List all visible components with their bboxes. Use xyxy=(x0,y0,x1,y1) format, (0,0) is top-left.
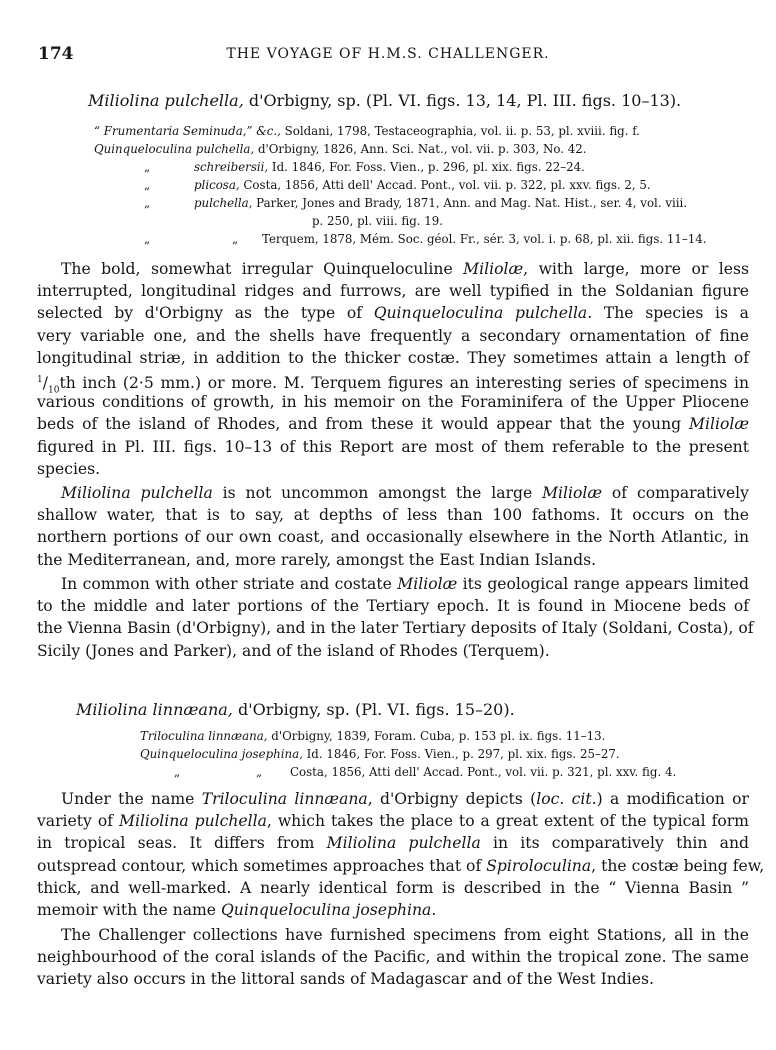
ditto-mark: „ xyxy=(232,232,239,246)
synonym-name: Quinqueloculina pulchella, xyxy=(94,142,255,156)
synonym-ref: Soldani, 1798, Testaceographia, vol. ii. p. 53, pl. xviii. fig. f. xyxy=(280,124,640,138)
text-line: Miliolina pulchella is not uncommon amongst the large Miliolæ of comparatively xyxy=(61,484,749,502)
text-line: variety of Miliolina pulchella, which takes the place to a great extent of the typical form xyxy=(37,812,749,831)
synonym-line xyxy=(312,214,443,228)
species-authority: d'Orbigny, sp. (Pl. VI. figs. 13, 14, Pl. III. figs. 10–13). xyxy=(243,91,682,110)
text-line: various conditions of growth, in his memoir on the Foraminifera of the Upper Pliocene xyxy=(37,393,749,412)
synonym-ref: Id. 1846, For. Foss. Vien., p. 296, pl. xix. figs. 22–24. xyxy=(268,160,585,174)
synonym-line xyxy=(144,232,707,246)
text-line: Sicily (Jones and Parker), and of the island of Rhodes (Terquem). xyxy=(37,641,550,660)
synonym-name: plicosa, xyxy=(194,178,240,192)
species-name: Miliolina pulchella, xyxy=(88,91,244,110)
synonym-name: Quinqueloculina josephina, xyxy=(140,747,303,761)
synonym-line xyxy=(144,160,585,174)
species-title-linnaeana xyxy=(76,700,515,719)
ditto-mark: „ xyxy=(144,160,151,174)
synonym-ref: Costa, 1856, Atti dell' Accad. Pont., vol. vii. p. 321, pl. xxv. fig. 4. xyxy=(290,765,677,779)
text-line: selected by d'Orbigny as the type of Quinqueloculina pulchella. The species is a xyxy=(37,304,749,323)
text-line: longitudinal striæ, in addition to the thicker costæ. They sometimes attain a length of xyxy=(37,348,749,367)
running-head: THE VOYAGE OF H.M.S. CHALLENGER. xyxy=(226,46,550,62)
synonym-ref: Parker, Jones and Brady, 1871, Ann. and Mag. Nat. Hist., ser. 4, vol. viii. xyxy=(252,196,688,210)
text-line: thick, and well-marked. A nearly identical form is described in the “ Vienna Basin ” xyxy=(37,878,749,897)
text-line: In common with other striate and costate Miliolæ its geological range appears limited xyxy=(61,575,749,593)
text-line: $^1/_{10}th$ inch (2·5 mm.) or more. M. Terquem figures an interesting series of specimens in xyxy=(37,374,749,396)
synonym-name: pulchella, xyxy=(194,196,253,210)
text-line: neighbourhood of the coral islands of the Pacific, and within the tropical zone. The same xyxy=(37,948,749,967)
synonym-line xyxy=(174,765,676,779)
text-line: beds of the island of Rhodes, and from these it would appear that the young Miliolæ xyxy=(37,415,749,434)
synonym-ref: Id. 1846, For. Foss. Vien., p. 297, pl. xix. figs. 25–27. xyxy=(302,747,620,761)
paragraph-linnaeana-description xyxy=(37,788,765,921)
synonym-ref: p. 250, pl. viii. fig. 19. xyxy=(312,214,444,228)
text-line: memoir with the name Quinqueloculina josephina. xyxy=(37,900,437,919)
ditto-mark: „ xyxy=(144,196,151,210)
synonym-ref: d'Orbigny, 1826, Ann. Sci. Nat., vol. vii. p. 303, No. 42. xyxy=(254,142,587,156)
ditto-mark: „ xyxy=(174,765,181,779)
ditto-mark: „ xyxy=(256,765,263,779)
synonym-ref: d'Orbigny, 1839, Foram. Cuba, p. 153 pl. ix. figs. 11–13. xyxy=(267,729,606,743)
text-line: the Vienna Basin (d'Orbigny), and in the later Tertiary deposits of Italy (Soldani, Costa), of xyxy=(37,619,754,638)
text-line: very variable one, and the shells have frequently a secondary ornamentation of fine xyxy=(37,326,749,345)
paragraph-description xyxy=(37,258,749,480)
text-line: The bold, somewhat irregular Quinqueloculine Miliolæ, with large, more or less xyxy=(61,260,750,278)
synonym-name: Triloculina linnæana, xyxy=(140,729,268,743)
text-line: outspread contour, which sometimes approaches that of Spiroloculina, the costæ being few, xyxy=(37,856,765,875)
text-line: to the middle and later portions of the Tertiary epoch. It is found in Miocene beds of xyxy=(37,597,749,616)
species-name: Miliolina linnæana, xyxy=(76,700,233,719)
synonym-line xyxy=(144,196,687,210)
synonym-line xyxy=(144,178,651,192)
page-number: 174 xyxy=(38,44,74,64)
synonym-line xyxy=(94,124,640,138)
text-line: species. xyxy=(37,459,101,478)
text-line: shallow water, that is to say, at depths of less than 100 fathoms. It occurs on the xyxy=(37,506,749,525)
paragraph-geology xyxy=(37,573,754,662)
synonym-line xyxy=(140,747,620,761)
paragraph-challenger-collections xyxy=(37,924,749,991)
text-line: interrupted, longitudinal ridges and furrows, are well typified in the Soldanian figure xyxy=(37,282,749,301)
synonym-ref: Terquem, 1878, Mém. Soc. géol. Fr., sér. 3, vol. i. p. 68, pl. xii. figs. 11–14. xyxy=(262,232,707,246)
species-authority: d'Orbigny, sp. (Pl. VI. figs. 15–20). xyxy=(232,700,515,719)
text-line: variety also occurs in the littoral sands of Madagascar and of the West Indies. xyxy=(37,970,654,989)
text-line: figured in Pl. III. figs. 10–13 of this Report are most of them referable to the present xyxy=(37,437,749,456)
species-title-pulchella xyxy=(88,91,681,110)
ditto-mark: „ xyxy=(144,178,151,192)
page-header xyxy=(38,44,738,68)
text-line: Under the name Triloculina linnæana, d'Orbigny depicts (loc. cit.) a modification or xyxy=(61,790,750,808)
synonym-name: “ Frumentaria Seminuda,” &c., xyxy=(94,124,281,138)
text-line: the Mediterranean, and, more rarely, amongst the East Indian Islands. xyxy=(37,550,597,569)
synonym-ref: Costa, 1856, Atti dell' Accad. Pont., vol. vii. p. 322, pl. xxv. figs. 2, 5. xyxy=(239,178,651,192)
text-line: in tropical seas. It differs from Miliolina pulchella in its comparatively thin and xyxy=(37,834,749,853)
text-line: The Challenger collections have furnished specimens from eight Stations, all in the xyxy=(61,926,749,944)
ditto-mark: „ xyxy=(144,232,151,246)
synonym-line xyxy=(140,729,605,743)
paragraph-distribution xyxy=(37,482,749,571)
synonym-line xyxy=(94,142,586,156)
text-line: northern portions of our own coast, and occasionally elsewhere in the North Atlantic, in xyxy=(37,528,749,547)
synonym-name: schreibersii, xyxy=(194,160,269,174)
